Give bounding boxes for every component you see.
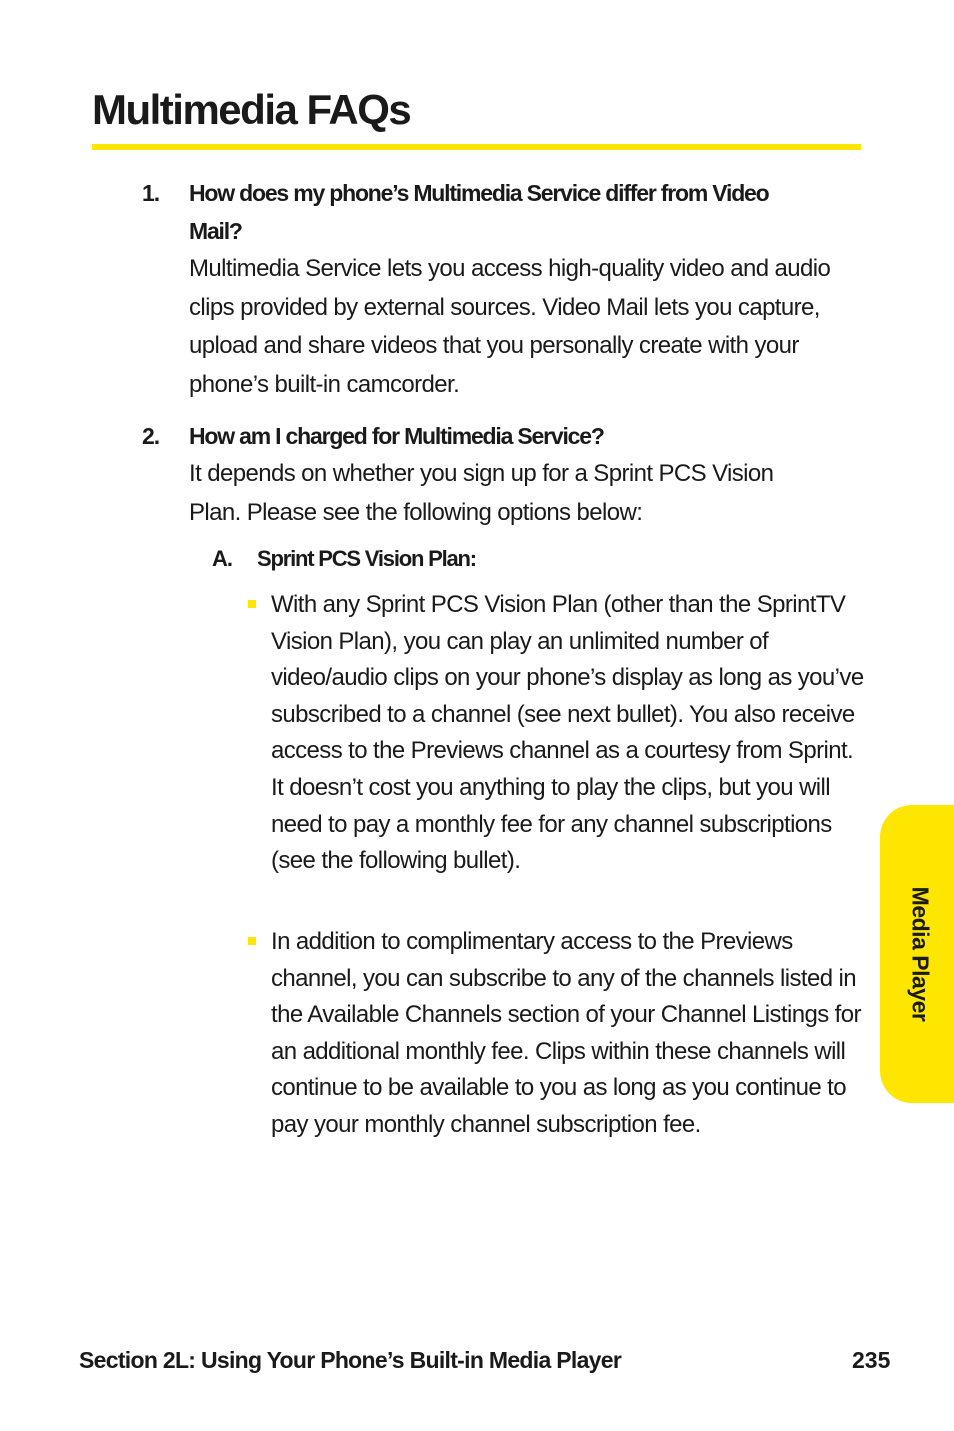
subsection-heading: Sprint PCS Vision Plan:	[257, 546, 476, 571]
faq-answer: Multimedia Service lets you access high-quality video and audio clips provided by external sources. Video Mail lets you capture, upload and share videos that you personally create with your phone’s built-in camcorder.	[189, 255, 831, 398]
bullet-item: In addition to complimentary access to the Previews channel, you can subscribe to any of the channels listed in the Available Channels section of your Channel Listings for an additional monthly fee. Clips within these channels will continue to be available to you as long as you continue to pay your monthly channel subscription fee.	[271, 928, 861, 1138]
section-side-tab	[880, 805, 954, 1103]
faq-number: 2.	[142, 423, 160, 449]
footer-section-title: Section 2L: Using Your Phone’s Built-in Media Player	[79, 1347, 622, 1373]
faq-item	[189, 174, 869, 404]
bullet-item: With any Sprint PCS Vision Plan (other than the SprintTV Vision Plan), you can play an unlimited number of video/audio clips on your phone’s display as long as you’ve subscribed to a channel (see next bullet). You also receive access to the Previews channel as a courtesy from Sprint. It doesn’t cost you anything to play the clips, but you will need to pay a monthly fee for any channel subscriptions (see the following bullet).	[271, 591, 864, 875]
page-number: 235	[852, 1347, 891, 1373]
faq-answer: It depends on whether you sign up for a Sprint PCS Vision Plan. Please see the following options below:	[189, 460, 774, 526]
faq-item	[189, 417, 869, 532]
title-underline	[92, 144, 861, 150]
faq-question: How does my phone’s Multimedia Service differ from Video Mail?	[189, 180, 769, 244]
square-bullet-icon	[248, 600, 256, 608]
square-bullet-icon	[248, 937, 256, 945]
faq-number: 1.	[142, 180, 160, 206]
subsection-letter: A.	[212, 546, 232, 571]
page-title: Multimedia FAQs	[92, 86, 411, 133]
side-tab-label: Media Player	[907, 886, 934, 1022]
faq-question: How am I charged for Multimedia Service?	[189, 423, 604, 449]
